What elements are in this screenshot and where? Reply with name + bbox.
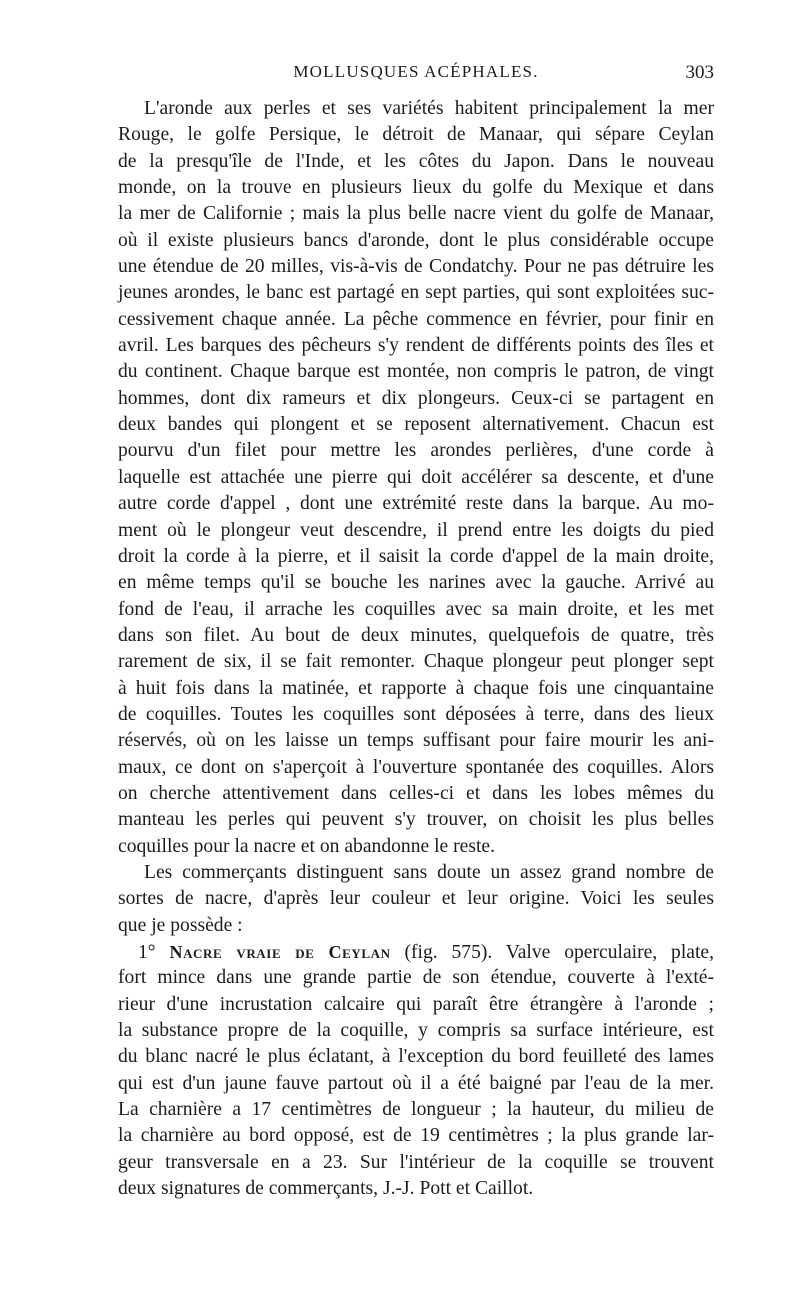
text-line: laquelle est attachée une pierre qui doit accélérer sa descente, et d'une (118, 466, 714, 488)
text-line: manteau les perles qui peuvent s'y trouver, on choisit les plus belles (118, 809, 714, 831)
text-line: la substance propre de la coquille, y compris sa surface intérieure, est (118, 1020, 714, 1042)
text-line: Rouge, le golfe Persique, le détroit de Manaar, qui sépare Ceylan (118, 124, 714, 146)
paragraph-nacre-ceylan (118, 939, 714, 1202)
text-line: geur transversale en a 23. Sur l'intérieur de la coquille se trouvent (118, 1151, 714, 1173)
page-number: 303 (685, 62, 714, 83)
text-line: Les commerçants distinguent sans doute un assez grand nombre de (144, 861, 714, 883)
paragraph-aronde-habitat (118, 96, 714, 860)
entry-title: Nacre vraie de Ceylan (169, 942, 391, 962)
text-line: du blanc nacré le plus éclatant, à l'exception du bord feuilleté des lames (118, 1046, 714, 1068)
page-header (118, 62, 714, 90)
text-line: La charnière a 17 centimètres de longueur ; la hauteur, du milieu de (118, 1099, 714, 1121)
text-line: à huit fois dans la matinée, et rapporte à chaque fois une cinquantaine (118, 677, 714, 699)
text-line: L'aronde aux perles et ses variétés habitent principalement la mer (144, 98, 714, 119)
text-line: rieur d'une incrustation calcaire qui paraît être étrangère à l'aronde ; (118, 993, 714, 1015)
text-line: la charnière au bord opposé, est de 19 centimètres ; la plus grande lar- (118, 1125, 714, 1147)
text-line: autre corde d'appel , dont une extrémité reste dans la barque. Au mo- (118, 493, 714, 515)
text-line: ment où le plongeur veut descendre, il prend entre les doigts du pied (118, 519, 714, 541)
text-line: on cherche attentivement dans celles-ci et dans les lobes mêmes du (118, 782, 714, 804)
text-line: deux bandes qui plongent et se reposent alternativement. Chacun est (118, 414, 714, 436)
text-line: rarement de six, il se fait remonter. Chaque plongeur peut plonger sept (118, 651, 714, 673)
text-line: deux signatures de commerçants, J.-J. Pott et Caillot. (118, 1178, 534, 1200)
text-line: de la presqu'île de l'Inde, et les côtes du Japon. Dans le nouveau (118, 150, 714, 172)
text-line: sortes de nacre, d'après leur couleur et leur origine. Voici les seules (118, 888, 714, 910)
body-text (118, 96, 714, 1202)
text-line: maux, ce dont on s'aperçoit à l'ouverture spontanée des coquilles. Alors (118, 756, 714, 778)
running-title: MOLLUSQUES ACÉPHALES. (293, 62, 539, 81)
entry-lead-text: (fig. 575). Valve operculaire, plate, (404, 942, 714, 963)
text-line: la mer de Californie ; mais la plus belle nacre vient du golfe de Manaar, (118, 203, 714, 225)
text-line: réservés, où on les laisse un temps suffisant pour faire mourir les ani- (118, 730, 714, 752)
text-line: fond de l'eau, il arrache les coquilles avec sa main droite, et les met (118, 598, 714, 620)
text-line: pourvu d'un filet pour mettre les arondes perlières, d'une corde à (118, 440, 714, 462)
text-line: une étendue de 20 milles, vis-à-vis de Condatchy. Pour ne pas détruire les (118, 256, 714, 278)
text-line: en même temps qu'il se bouche les narines avec la gauche. Arrivé au (118, 572, 714, 594)
text-line: qui est d'un jaune fauve partout où il a été baigné par l'eau de la mer. (118, 1072, 714, 1094)
text-line: droit la corde à la pierre, et il saisit la corde d'appel de la main droite, (118, 545, 714, 567)
text-line: du continent. Chaque barque est montée, non compris le patron, de vingt (118, 361, 714, 383)
entry-number: 1° (138, 942, 156, 963)
text-line: monde, on la trouve en plusieurs lieux du golfe du Mexique et dans (118, 177, 714, 199)
text-line: dans son filet. Au bout de deux minutes, quelquefois de quatre, très (118, 624, 714, 646)
text-line: avril. Les barques des pêcheurs s'y rendent de différents points des îles et (118, 335, 714, 357)
text-line: hommes, dont dix rameurs et dix plongeurs. Ceux-ci se partagent en (118, 387, 714, 409)
text-line: cessivement chaque année. La pêche commence en février, pour finir en (118, 308, 714, 330)
text-line: coquilles pour la nacre et on abandonne le reste. (118, 835, 496, 857)
text-line: fort mince dans une grande partie de son étendue, couverte à l'exté- (118, 967, 714, 989)
paragraph-nacre-sorts (118, 860, 714, 939)
text-line: où il existe plusieurs bancs d'aronde, dont le plus considérable occupe (118, 229, 714, 251)
text-line: de coquilles. Toutes les coquilles sont déposées à terre, dans des lieux (118, 703, 714, 725)
text-line: jeunes arondes, le banc est partagé en sept parties, qui sont exploitées suc- (118, 282, 714, 304)
text-line: que je possède : (118, 914, 243, 936)
entry-heading-line (118, 939, 714, 965)
